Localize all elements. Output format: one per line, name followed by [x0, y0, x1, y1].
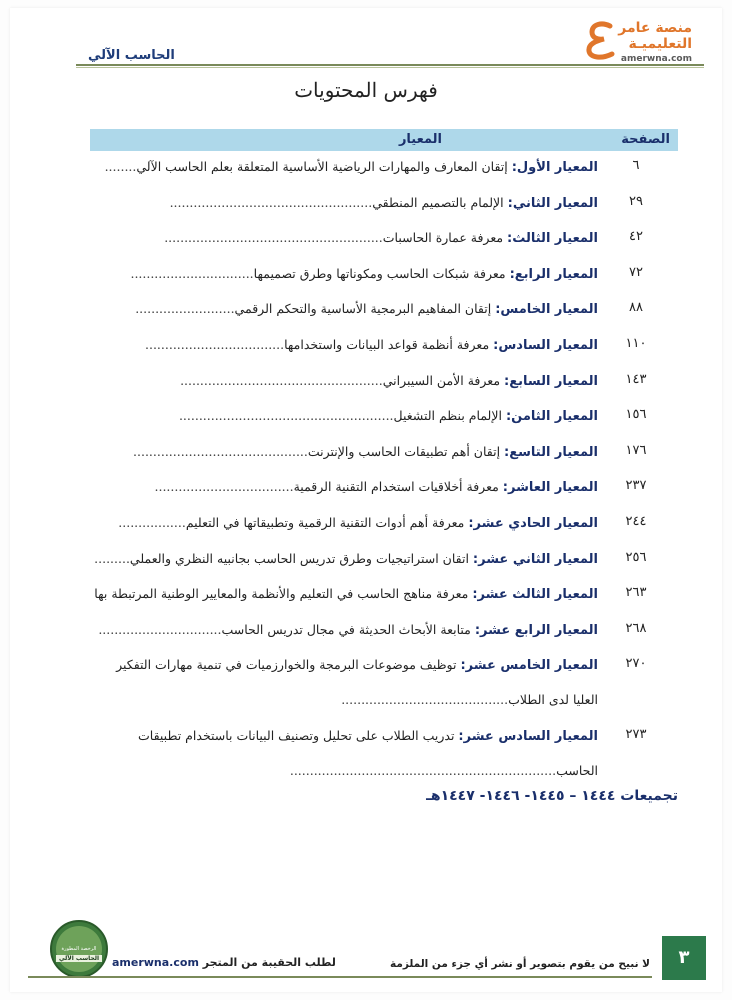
- batches-years: تجميعات ١٤٤٤ – ١٤٤٥- ١٤٤٦- ١٤٤٧هـ: [426, 788, 678, 804]
- toc-page-number: ١٤٣: [625, 371, 647, 387]
- toc-page-number: ٢٧٣: [625, 727, 647, 743]
- toc-page-number: ٢٤٤: [625, 513, 647, 529]
- toc-leader-dots: .......................................................: [164, 230, 383, 246]
- toc-standard-text: معرفة شبكات الحاسب ومكوناتها وطرق تصميمها: [253, 265, 510, 281]
- logo-url: amerwna.com: [620, 54, 692, 64]
- toc-row[interactable]: [90, 368, 678, 404]
- toc-entry: [90, 335, 598, 356]
- toc-standard-label: المعيار التاسع:: [504, 444, 598, 460]
- toc-page-number: ٢٣٧: [625, 478, 647, 494]
- toc-standard-label: المعيار الحادي عشر:: [468, 515, 598, 531]
- toc-standard-label: المعيار الثالث:: [507, 231, 598, 247]
- toc-page-number: ٤٢: [629, 229, 643, 245]
- toc-standard-label: المعيار السادس عشر:: [458, 729, 598, 745]
- page: [10, 8, 722, 992]
- toc-row[interactable]: [90, 332, 678, 368]
- toc-row[interactable]: [90, 296, 678, 332]
- toc-standard-label: المعيار الثامن:: [505, 409, 598, 425]
- toc-leader-dots: ..........................................: [341, 692, 509, 708]
- toc-page-number: ١١٠: [625, 335, 647, 351]
- badge-line1: الرخصة المطورة: [61, 946, 97, 952]
- toc-row[interactable]: [90, 225, 678, 261]
- toc-page-number: ٢٦٣: [625, 585, 647, 601]
- toc-standard-text: متابعة الأبحاث الحديثة في مجال تدريس الحاسب: [221, 621, 475, 637]
- toc-standard-text: إتقان أهم تطبيقات الحاسب والإنترنت: [307, 443, 505, 459]
- toc-standard-text: تدريب الطلاب على تحليل وتصنيف البيانات باستخدام تطبيقات الحاسب: [138, 728, 598, 779]
- toc-row[interactable]: [90, 261, 678, 297]
- toc-entry: [90, 584, 598, 605]
- page-number: ٣: [662, 936, 706, 980]
- footer-warning: لا نبيح من يقوم بتصوير أو نشر أي جزء من الملزمة: [389, 958, 650, 970]
- toc-standard-label: المعيار الرابع:: [509, 266, 598, 282]
- toc-row[interactable]: [90, 617, 678, 653]
- toc-standard-label: المعيار الخامس عشر:: [460, 658, 598, 674]
- toc-entry: [90, 299, 598, 320]
- footer-order-text: لطلب الحقيبة من المتجر: [202, 956, 336, 969]
- toc-row[interactable]: [90, 474, 678, 510]
- toc-standard-text: إتقان المعارف والمهارات الرياضية الأساسية المتعلقة بعلم الحاسب الآلي: [136, 159, 512, 174]
- toc-leader-dots: ...................................................: [169, 194, 373, 210]
- toc-standard-label: المعيار الرابع عشر:: [474, 622, 598, 638]
- toc-entry: [90, 406, 598, 427]
- toc-entry: [90, 620, 598, 641]
- header-divider-thin: [76, 67, 704, 68]
- toc-entry: [90, 442, 598, 463]
- toc-standard-label: المعيار السابع:: [504, 373, 598, 389]
- toc-leader-dots: .........................: [135, 301, 235, 317]
- toc-entry: [90, 228, 598, 249]
- toc-page-number: ٢٦٨: [625, 620, 647, 636]
- toc-standard-text: معرفة أخلاقيات استخدام التقنية الرقمية: [293, 479, 503, 495]
- toc-leader-dots: ......................................................: [178, 408, 394, 424]
- toc-leader-dots: ...................................................................: [289, 763, 557, 779]
- badge-seal: [50, 920, 108, 978]
- footer-divider: [28, 976, 652, 978]
- toc-standard-text: اتقان استراتيجيات وطرق تدريس الحاسب بجانبيه النظري والعملي: [129, 550, 473, 566]
- toc-entry: [90, 513, 598, 534]
- toc-row[interactable]: [90, 723, 678, 794]
- toc-leader-dots: ............................................: [133, 443, 308, 459]
- footer-order-url[interactable]: amerwna.com: [112, 956, 199, 969]
- toc-standard-label: المعيار العاشر:: [502, 480, 598, 496]
- toc-entry: [90, 371, 598, 392]
- logo-name: منصة عامر: [618, 20, 692, 36]
- toc-leader-dots: ........: [104, 159, 137, 174]
- logo-subname: التعليميـة: [628, 36, 692, 52]
- toc-row[interactable]: [90, 154, 678, 190]
- toc-standard-label: المعيار الثالث عشر:: [472, 587, 598, 603]
- platform-logo: [582, 18, 692, 66]
- toc-standard-text: معرفة أنظمة قواعد البيانات واستخدامها: [284, 336, 494, 352]
- toc-leader-dots: .........: [94, 550, 130, 566]
- toc-page-number: ٧٢: [629, 264, 643, 280]
- toc-header-standard: المعيار: [398, 132, 442, 147]
- toc-standard-label: المعيار الخامس:: [495, 302, 598, 318]
- toc-standard-text: معرفة عمارة الحاسبات: [382, 230, 508, 246]
- toc-row[interactable]: [90, 439, 678, 475]
- badge-line2: الحاسب الآلي: [56, 955, 102, 962]
- toc-leader-dots: ...................................................: [180, 372, 383, 388]
- toc-entry: [90, 549, 598, 570]
- toc-leader-dots: ...................................: [154, 479, 294, 495]
- toc-list: [90, 154, 678, 794]
- toc-standard-label: المعيار الثاني:: [507, 195, 598, 211]
- toc-standard-text: معرفة أهم أدوات التقنية الرقمية وتطبيقاتها في التعليم: [185, 514, 469, 530]
- page-title: فهرس المحتويات: [294, 78, 438, 102]
- toc-entry: [90, 477, 598, 498]
- toc-row[interactable]: [90, 510, 678, 546]
- toc-row[interactable]: [90, 403, 678, 439]
- toc-entry: [90, 157, 598, 178]
- toc-row[interactable]: [90, 546, 678, 582]
- toc-page-number: ١٥٦: [625, 407, 647, 423]
- toc-header-page: الصفحة: [621, 132, 670, 147]
- toc-entry: [90, 264, 598, 285]
- toc-leader-dots: ...............................: [130, 265, 254, 281]
- toc-entry: [90, 193, 598, 214]
- toc-standard-text: توظيف موضوعات البرمجة والخوارزميات في تنمية مهارات التفكير العليا لدى الطلاب: [116, 657, 598, 708]
- toc-standard-label: المعيار الثاني عشر:: [472, 551, 598, 567]
- header-divider: [76, 64, 704, 66]
- toc-standard-text: الإلمام بنظم التشغيل: [393, 408, 506, 424]
- toc-header: [90, 129, 678, 151]
- toc-standard-label: المعيار السادس:: [493, 337, 598, 353]
- toc-row[interactable]: [90, 581, 678, 617]
- toc-page-number: ٢٩: [629, 193, 643, 209]
- toc-row[interactable]: [90, 190, 678, 226]
- logo-ain-icon: [582, 20, 618, 60]
- toc-standard-label: المعيار الأول:: [511, 160, 598, 175]
- header-subject: الحاسب الآلي: [88, 48, 175, 63]
- toc-standard-text: الإلمام بالتصميم المنطقي: [372, 194, 508, 210]
- toc-page-number: ٢٧٠: [625, 656, 647, 672]
- toc-standard-text: إتقان المفاهيم البرمجية الأساسية والتحكم الرقمي: [234, 301, 496, 317]
- toc-page-number: ٢٥٦: [625, 549, 647, 565]
- toc-leader-dots: .................: [118, 514, 186, 530]
- toc-page-number: ١٧٦: [625, 442, 647, 458]
- toc-standard-text: معرفة مناهج الحاسب في التعليم والأنظمة والمعايير الوطنية المرتبطة بها: [94, 586, 473, 602]
- toc-page-number: ٦: [632, 158, 640, 173]
- footer-order: [112, 956, 336, 969]
- toc-page-number: ٨٨: [629, 300, 643, 316]
- toc-leader-dots: ...............................: [98, 621, 222, 637]
- toc-standard-text: معرفة الأمن السيبراني: [382, 372, 504, 388]
- toc-row[interactable]: [90, 652, 678, 723]
- toc-entry: [90, 648, 598, 717]
- toc-leader-dots: ...................................: [145, 336, 285, 352]
- toc-entry: [90, 719, 598, 788]
